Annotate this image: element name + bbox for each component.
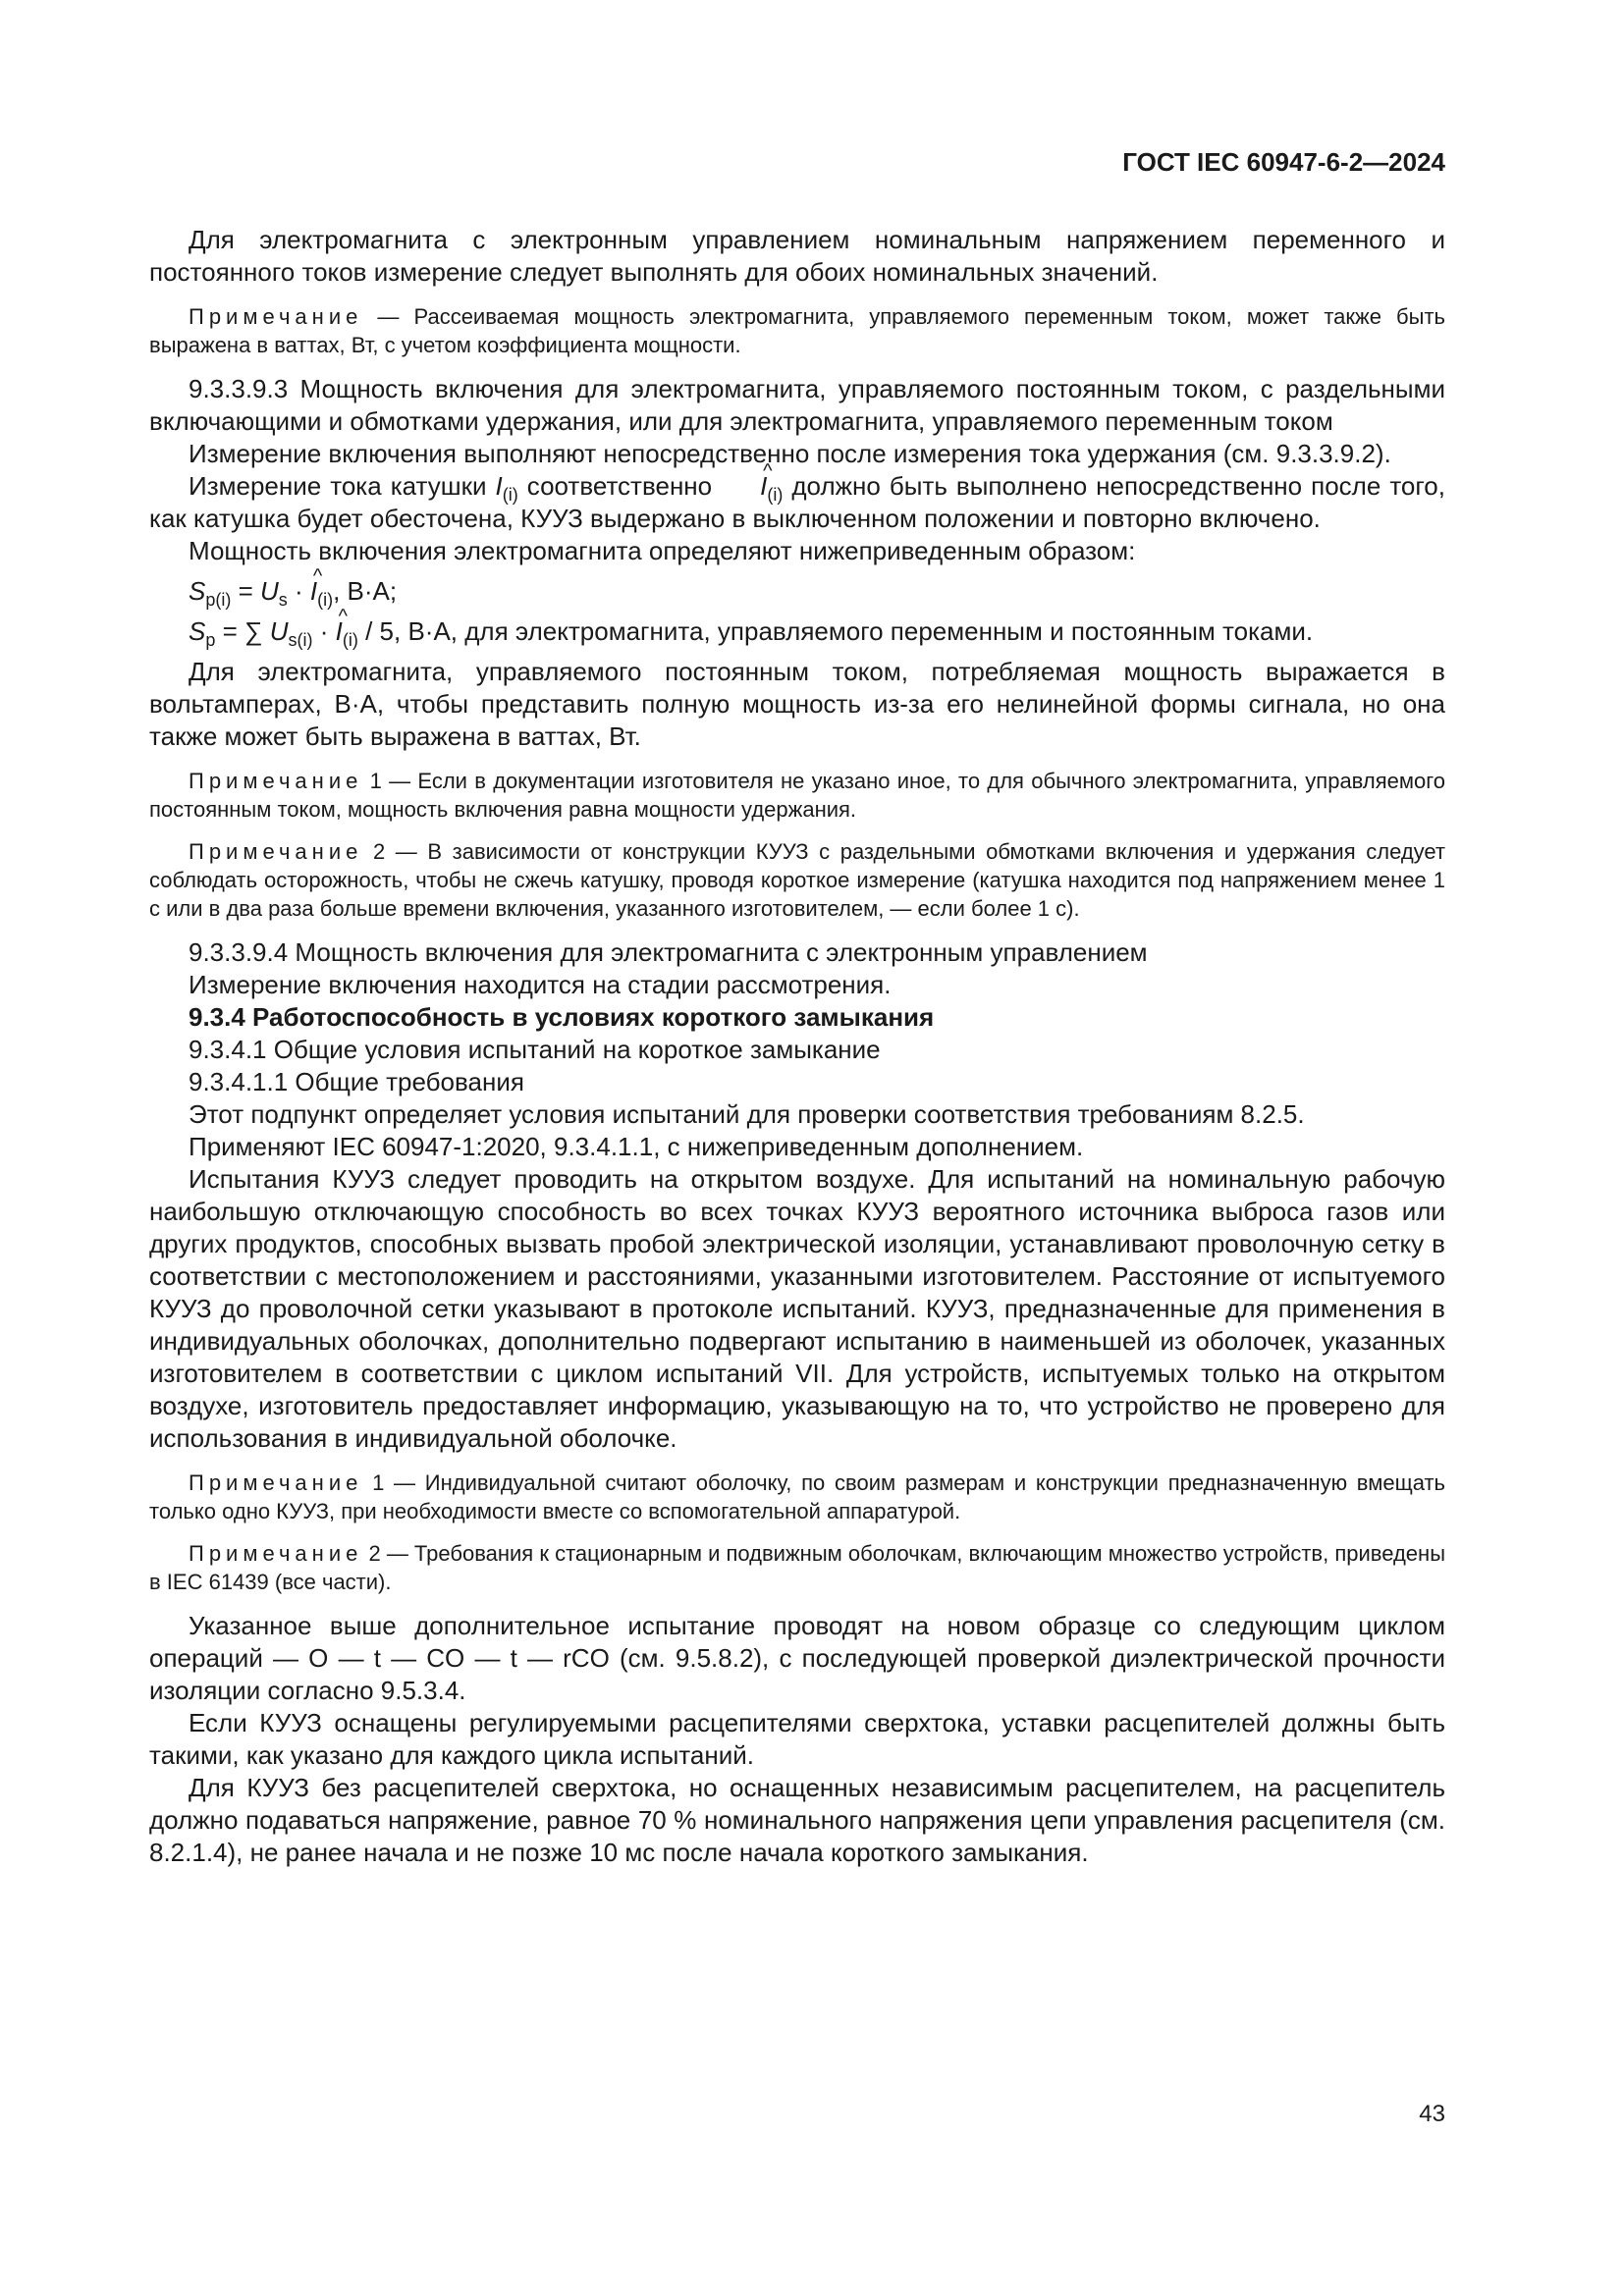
- section-9-3-3-9-4-title: 9.3.3.9.4 Мощность включения для электромагнита с электронным управлением: [189, 937, 1148, 967]
- page-body: [149, 224, 1445, 1869]
- formula-subscript: s(i): [288, 630, 313, 650]
- note-label: Примечание: [189, 1541, 363, 1566]
- note-text: — Рассеиваемая мощность электромагнита, управляемого переменным током, может также быть выражена в ваттах, Вт, с учетом коэффициента мощности.: [149, 304, 1445, 357]
- note-label: Примечание: [189, 304, 363, 329]
- note-label: Примечание: [189, 1470, 363, 1495]
- formula-subscript: (i): [342, 630, 358, 650]
- note-2-coil-caution: [149, 837, 1445, 923]
- paragraph-coil-current: [149, 470, 1445, 535]
- formula-symbol-hat: ^ I: [310, 575, 317, 608]
- paragraph-adjustable-releases: Если КУУЗ оснащены регулируемыми расцепителями сверхтока, уставки расцепителей должны быть такими, как указано для каждого цикла испытаний.: [149, 1708, 1445, 1770]
- note-number: 2: [362, 1541, 381, 1566]
- formula-op: =: [231, 576, 260, 606]
- paragraph-electronic-control: Для электромагнита с электронным управлением номинальным напряжением переменного и постоянного токов измерение следует выполнять для обоих номинальных значений.: [149, 225, 1445, 287]
- note-1-individual-enclosure: [149, 1468, 1445, 1525]
- paragraph-power-definition: Мощность включения электромагнита определяют нижеприведенным образом:: [189, 536, 1136, 565]
- note-label: Примечание: [189, 839, 363, 864]
- note-number: 1: [362, 1470, 385, 1495]
- text-fragment: соответственно: [517, 471, 722, 501]
- formula-symbol: U: [269, 616, 289, 646]
- note-1-dc-holding: [149, 767, 1445, 824]
- section-9-3-4-1-title: 9.3.4.1 Общие условия испытаний на короткое замыкание: [189, 1035, 881, 1064]
- text-fragment: должно быть выполнено непосредственно после того, как катушка будет обесточена, КУУЗ выдержано в выключенном положении и повторно включено.: [149, 471, 1445, 533]
- note-text: — В зависимости от конструкции КУУЗ с раздельными обмотками включения и удержания следует соблюдать осторожность, чтобы не сжечь катушку, проводя короткое измерение (катушка находится под напряжением менее 1 с или в два раза больше времени включения, указанного изготовителем, — если более 1 с).: [149, 839, 1445, 921]
- paragraph-open-air-tests: Испытания КУУЗ следует проводить на открытом воздухе. Для испытаний на номинальную рабочую наибольшую отключающую способность во всех точках КУУЗ вероятного источника выброса газов или других продуктов, способных вызвать пробой электрической изоляции, устанавливают проволочную сетку в соответствии с местоположением и расстояниями, указанными изготовителем. Расстояние от испытуемого КУУЗ до проволочной сетки указывают в протоколе испытаний. КУУЗ, предназначенные для применения в индивидуальных оболочках, дополнительно подвергают испытанию в наименьшей из оболочек, указанных изготовителем в соответствии с циклом испытаний VII. Для устройств, испытуемых только на открытом воздухе, изготовитель предоставляет информацию, указывающую на то, что устройство не проверено для использования в индивидуальной оболочке.: [149, 1164, 1445, 1453]
- paragraph-measure-inclusion: Измерение включения выполняют непосредственно после измерения тока удержания (см. 9.3.3.9.2).: [189, 439, 1391, 468]
- document-code-header: ГОСТ IEC 60947-6-2—2024: [1122, 147, 1445, 177]
- section-9-3-3-9-3-title: 9.3.3.9.3 Мощность включения для электромагнита, управляемого постоянным током, с раздельными включающими и обмотками удержания, или для электромагнита, управляемого переменным током: [149, 374, 1445, 436]
- note-text: — Индивидуальной считают оболочку, по своим размерам и конструкции предназначенную вмещать только одно КУУЗ, при необходимости вместе со вспомогательной аппаратурой.: [149, 1470, 1445, 1523]
- note-text: — Требования к стационарным и подвижным оболочкам, включающим множество устройств, приведены в IEC 61439 (все части).: [149, 1541, 1446, 1594]
- section-9-3-4-heading: [149, 1001, 1445, 1034]
- formula-sp: [149, 615, 1445, 648]
- formula-subscript: p(i): [205, 590, 232, 610]
- formula-op: ·: [312, 616, 336, 646]
- section-heading-text: 9.3.4 Работоспособность в условиях короткого замыкания: [189, 1002, 935, 1032]
- note-text: — Если в документации изготовителя не указано иное, то для обычного электромагнита, управляемого постоянным током, мощность включения равна мощности удержания.: [149, 769, 1445, 822]
- formula-tail: / 5, В·А, для электромагнита, управляемого переменным и постоянным токами.: [357, 616, 1314, 646]
- formula-unit: , В·А;: [333, 576, 398, 606]
- section-9-3-4-1-1-title: 9.3.4.1.1 Общие требования: [189, 1067, 524, 1096]
- formula-symbol: S: [189, 616, 206, 646]
- text-fragment: Измерение тока катушки: [189, 471, 496, 501]
- formula-subscript: s: [278, 590, 288, 610]
- note-2-enclosures-iec61439: [149, 1539, 1445, 1596]
- paragraph-additional-test: Указанное выше дополнительное испытание проводят на новом образце со следующим циклом операций — O — t — CO — t — rCO (см. 9.5.8.2), с последующей проверкой диэлектрической прочности изоляции согласно 9.5.3.4.: [149, 1611, 1445, 1705]
- page-number: 43: [1419, 2101, 1445, 2127]
- paragraph-applies-iec: Применяют IEC 60947-1:2020, 9.3.4.1.1, с нижеприведенным дополнением.: [189, 1132, 1084, 1161]
- formula-symbol: U: [259, 576, 279, 606]
- formula-symbol-hat: ^ I: [336, 615, 343, 648]
- paragraph-shunt-release: Для КУУЗ без расцепителей сверхтока, но оснащенных независимым расцепителем, на расцепитель должно подаваться напряжение, равное 70 % номинального напряжения цепи управления расцепителя (см. 8.2.1.4), не ранее начала и не позже 10 мс после начала короткого замыкания.: [149, 1773, 1445, 1867]
- symbol-sub: (i): [502, 485, 518, 505]
- formula-subscript: p: [205, 630, 216, 650]
- note-number: 2: [362, 839, 386, 864]
- symbol-i: I: [495, 471, 503, 501]
- paragraph-under-consideration: Измерение включения находится на стадии рассмотрения.: [189, 970, 892, 999]
- note-ac-power: [149, 302, 1445, 359]
- note-label: Примечание: [189, 769, 363, 793]
- symbol-sub: (i): [767, 485, 784, 505]
- note-number: 1: [362, 769, 382, 793]
- symbol-i-hat: ^ I: [721, 470, 767, 503]
- formula-symbol: S: [189, 576, 206, 606]
- paragraph-dc-power: Для электромагнита, управляемого постоянным током, потребляемая мощность выражается в вольтамперах, В·А, чтобы представить полную мощность из-за его нелинейной формы сигнала, но она также может быть выражена в ваттах, Вт.: [149, 657, 1445, 751]
- paragraph-subclause-scope: Этот подпункт определяет условия испытаний для проверки соответствия требованиям 8.2.5.: [189, 1099, 1305, 1129]
- formula-subscript: (i): [317, 590, 334, 610]
- formula-op: = ∑: [215, 616, 270, 646]
- formula-op: ·: [287, 576, 310, 606]
